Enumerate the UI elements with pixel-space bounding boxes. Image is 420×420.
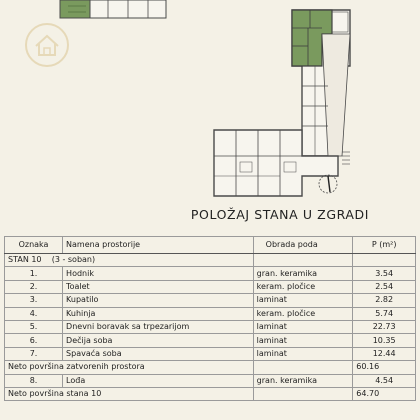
closed-total-label: Neto površina zatvorenih prostora [5, 361, 254, 374]
room-name: Kuhinja [63, 307, 254, 320]
rooms-table [4, 236, 416, 401]
room-floor: gran. keramika [253, 267, 353, 280]
table-row [5, 374, 416, 387]
room-number: 8. [5, 374, 63, 387]
room-number: 5. [5, 320, 63, 333]
room-number: 1. [5, 267, 63, 280]
building-floor-plan [210, 6, 360, 206]
room-number: 6. [5, 334, 63, 347]
table-header-row [5, 237, 416, 254]
room-number: 3. [5, 294, 63, 307]
north-arrow-icon [319, 175, 337, 193]
header-oznaka: Oznaka [5, 237, 63, 254]
table-row [5, 280, 416, 293]
room-floor: laminat [253, 294, 353, 307]
header-obrada: Obrada poda [253, 237, 353, 254]
room-area: 12.44 [353, 347, 416, 360]
room-area: 10.35 [353, 334, 416, 347]
unit-type: (3 - soban) [51, 255, 96, 265]
room-area: 2.82 [353, 294, 416, 307]
table-row [5, 307, 416, 320]
table-row [5, 334, 416, 347]
room-number: 4. [5, 307, 63, 320]
room-floor: laminat [253, 347, 353, 360]
table-row [5, 320, 416, 333]
unit-label: STAN 10 [8, 255, 42, 265]
table-row [5, 347, 416, 360]
room-floor: laminat [253, 320, 353, 333]
room-name: Kupatilo [63, 294, 254, 307]
net-total-row [5, 387, 416, 400]
room-floor: gran. keramika [253, 374, 353, 387]
header-namena: Namena prostorije [63, 237, 254, 254]
table-row [5, 267, 416, 280]
closed-total-value: 60.16 [353, 361, 416, 374]
closed-total-row [5, 361, 416, 374]
room-name: Dnevni boravak sa trpezarijom [63, 320, 254, 333]
top-floor-plan-fragment [58, 0, 168, 22]
room-area: 2.54 [353, 280, 416, 293]
room-area: 4.54 [353, 374, 416, 387]
room-floor: laminat [253, 334, 353, 347]
room-number: 2. [5, 280, 63, 293]
unit-row [5, 254, 416, 267]
room-name: Hodnik [63, 267, 254, 280]
room-area: 5.74 [353, 307, 416, 320]
room-name: Lođa [63, 374, 254, 387]
header-povrsina: P (m²) [353, 237, 416, 254]
room-name: Toalet [63, 280, 254, 293]
room-floor: keram. pločice [253, 307, 353, 320]
room-floor: keram. pločice [253, 280, 353, 293]
table-row [5, 294, 416, 307]
net-total-label: Neto površina stana 10 [5, 387, 254, 400]
room-area: 22.73 [353, 320, 416, 333]
house-logo-icon [24, 22, 70, 68]
net-total-value: 64.70 [353, 387, 416, 400]
room-number: 7. [5, 347, 63, 360]
plan-title: POLOŽAJ STANA U ZGRADI [190, 207, 370, 222]
room-name: Dečija soba [63, 334, 254, 347]
room-area: 3.54 [353, 267, 416, 280]
room-name: Spavaća soba [63, 347, 254, 360]
